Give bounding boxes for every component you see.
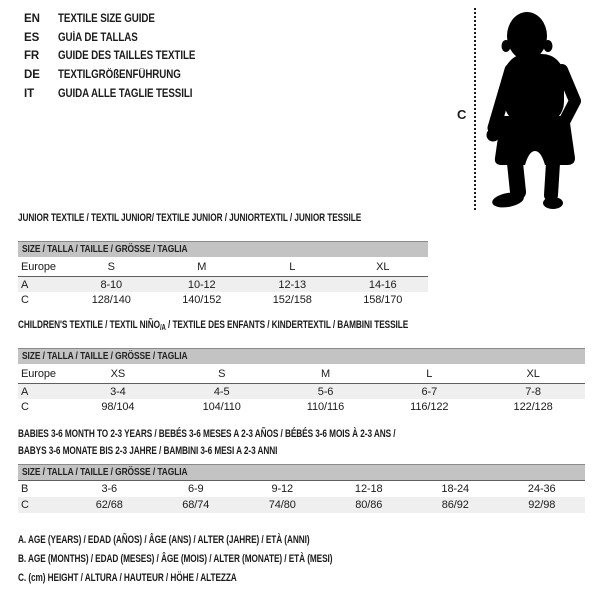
- cell: 5-6: [317, 385, 334, 398]
- table-header-row: [18, 257, 428, 277]
- language-row-en: [24, 10, 220, 29]
- table-row-height: [18, 497, 585, 513]
- children-table-title: CHILDREN'S TEXTILE / TEXTIL NIÑO/A / TEXTILE DES ENFANTS / KINDERTEXTIL / BAMBINI TESSILE: [18, 319, 409, 332]
- cell: 14-16: [368, 278, 397, 291]
- cell: 86/92: [441, 499, 469, 511]
- language-title: GUIDE DES TAILLES TEXTILE: [58, 50, 196, 63]
- table-row-age: [18, 277, 428, 292]
- cell: 152/158: [272, 293, 312, 306]
- cell: 8-10: [100, 278, 123, 291]
- cell: 98/104: [101, 400, 135, 413]
- cell: 140/152: [182, 293, 222, 306]
- cell: 10-12: [187, 278, 216, 291]
- column-header: XS: [110, 367, 126, 380]
- region-header-cell: Europe: [21, 367, 56, 380]
- language-code: EN: [24, 13, 40, 26]
- column-header: M: [320, 367, 331, 380]
- children-size-table: [18, 348, 585, 414]
- column-header: L: [426, 367, 433, 380]
- language-row-fr: [24, 47, 220, 66]
- size-header-bar: SIZE / TALLA / TAILLE / GRÖSSE / TAGLIA: [18, 348, 585, 364]
- column-header: XL: [376, 260, 390, 273]
- babies-table-title: BABIES 3-6 MONTH TO 2-3 YEARS / BEBÉS 3-6 MESES A 2-3 AÑOS / BÉBÉS 3-6 MOIS À 2-3 ANS / BABYS 3-6 MONATE BIS 2-3 JAHRE / BAMBINI 3-6 MESI A 2-3 ANNI: [18, 428, 396, 457]
- cell: 104/110: [202, 400, 241, 413]
- table-header-row: [18, 364, 585, 384]
- cell: 3-4: [110, 385, 126, 398]
- cell: 6-7: [421, 385, 438, 398]
- language-code: DE: [24, 69, 40, 82]
- cell: 3-6: [101, 483, 118, 495]
- height-measure-dotted-line: [474, 8, 476, 210]
- height-measure-figure: [450, 5, 600, 217]
- row-label: C: [21, 400, 29, 413]
- height-measure-label: C: [457, 107, 467, 122]
- cell: 12-13: [278, 278, 307, 291]
- cell: 92/98: [528, 499, 556, 511]
- cell: 68/74: [182, 499, 210, 511]
- legend-line-a: A. AGE (YEARS) / EDAD (AÑOS) / ÂGE (ANS) / ALTER (JAHRE) / ETÀ (ANNI): [18, 534, 310, 546]
- language-row-de: [24, 66, 220, 85]
- language-title-list: [24, 10, 220, 103]
- cell: 116/122: [410, 400, 449, 413]
- measure-legend: [18, 531, 437, 588]
- row-label: C: [21, 499, 29, 511]
- size-header-bar: SIZE / TALLA / TAILLE / GRÖSSE / TAGLIA: [18, 464, 585, 481]
- row-label: A: [21, 278, 29, 291]
- babies-size-table: [18, 464, 585, 513]
- cell: 62/68: [95, 499, 123, 511]
- column-header: XL: [526, 367, 540, 380]
- junior-table-title: JUNIOR TEXTILE / TEXTIL JUNIOR/ TEXTILE JUNIOR / JUNIORTEXTIL / JUNIOR TESSILE: [18, 212, 362, 224]
- language-title: TEXTILE SIZE GUIDE: [58, 13, 155, 26]
- cell: 4-5: [213, 385, 230, 398]
- column-header: L: [289, 260, 296, 273]
- cell: 24-36: [527, 483, 556, 495]
- column-header: S: [107, 260, 115, 273]
- table-row-age: [18, 384, 585, 399]
- cell: 80/86: [355, 499, 383, 511]
- region-header-cell: Europe: [21, 260, 56, 273]
- language-title: TEXTILGRÖßENFÜHRUNG: [58, 69, 181, 82]
- language-code: FR: [24, 50, 40, 63]
- cell: 12-18: [354, 483, 383, 495]
- row-label: B: [21, 483, 29, 495]
- table-row-age-months: [18, 481, 585, 497]
- cell: 7-8: [525, 385, 541, 398]
- cell: 128/140: [91, 293, 131, 306]
- table-row-height: [18, 399, 585, 414]
- table-row-height: [18, 292, 428, 307]
- cell: 6-9: [187, 483, 204, 495]
- legend-line-c: C. (cm) HEIGHT / ALTURA / HAUTEUR / HÖHE / ALTEZZA: [18, 572, 237, 584]
- language-title: GUIDA ALLE TAGLIE TESSILI: [58, 87, 193, 100]
- baby-silhouette-icon: [482, 8, 597, 210]
- legend-line-b: B. AGE (MONTHS) / EDAD (MESES) / ÂGE (MOIS) / ALTER (MONATE) / ETÀ (MESI): [18, 553, 333, 565]
- language-row-es: [24, 29, 220, 48]
- language-code: IT: [24, 87, 35, 100]
- column-header: S: [218, 367, 226, 380]
- cell: 158/170: [363, 293, 403, 306]
- cell: 122/128: [513, 400, 553, 413]
- junior-size-table: [18, 241, 428, 307]
- language-code: ES: [24, 31, 40, 44]
- language-title: GUÍA DE TALLAS: [58, 31, 138, 44]
- language-row-it: [24, 84, 220, 103]
- cell: 9-12: [271, 483, 294, 495]
- cell: 18-24: [441, 483, 470, 495]
- cell: 110/116: [306, 400, 345, 413]
- row-label: A: [21, 385, 29, 398]
- row-label: C: [21, 293, 29, 306]
- column-header: M: [197, 260, 207, 273]
- size-header-bar: SIZE / TALLA / TAILLE / GRÖSSE / TAGLIA: [18, 241, 428, 257]
- cell: 74/80: [268, 499, 296, 511]
